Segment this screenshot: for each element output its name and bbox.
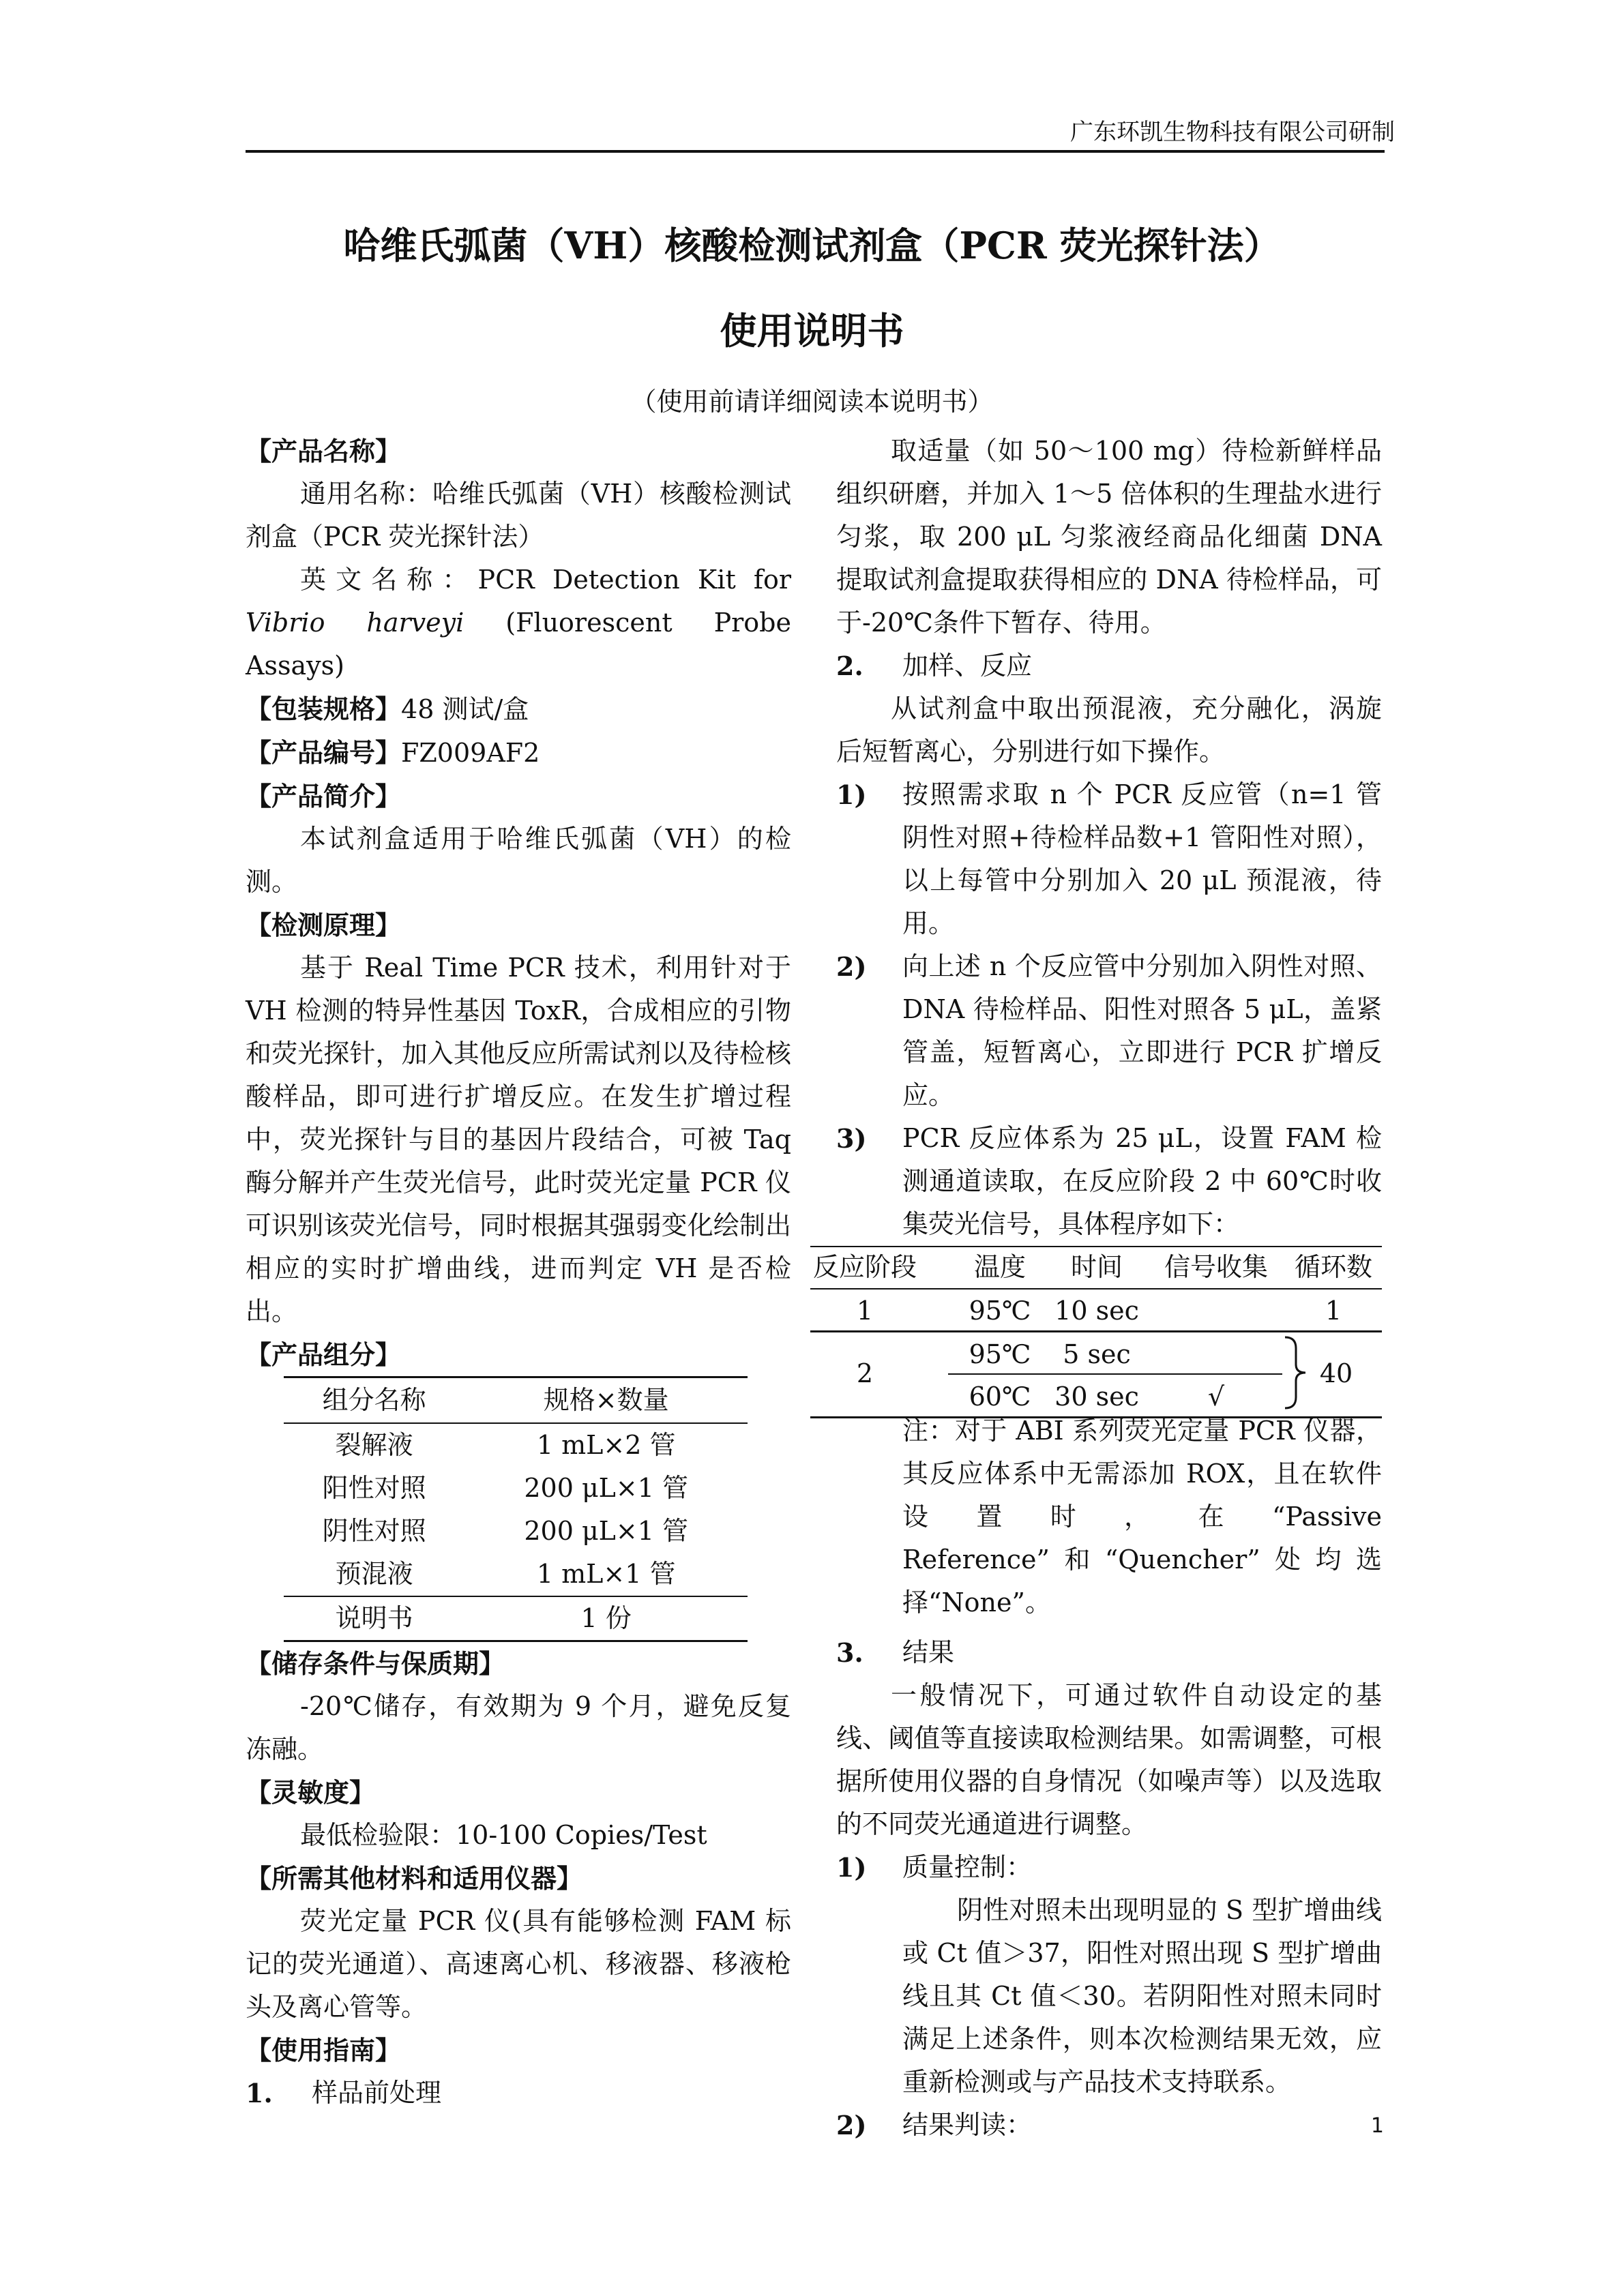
table-row [284, 1510, 748, 1553]
step-number: 2. [836, 651, 863, 681]
prog-cell: 60℃ [969, 1382, 1031, 1412]
quality-control-text: 阴性对照未出现明显的 S 型扩增曲线或 Ct 值＞37，阳性对照出现 S 型扩增曲线且其 Ct 值＜30。若阴阳性对照未同时满足上述条件，则本次检测结果无效，应重新检测或与产品技术支持联系。 [902, 1895, 1382, 2097]
section-heading-equipment: 【所需其他材料和适用仪器】 [246, 1863, 583, 1894]
step-title: 结果 [902, 1637, 955, 1667]
table-rule [810, 1416, 1382, 1418]
item-text: 按照需求取 n 个 PCR 反应管（n=1 管阴性对照+待检样品数+1 管阳性对照），以上每管中分别加入 20 μL 预混液，待用。 [902, 779, 1382, 938]
result-interpretation [836, 2104, 1382, 2147]
quality-control [836, 1846, 1382, 1889]
comp-cell: 200 μL×1 管 [524, 1516, 688, 1546]
pack-heading: 【包装规格】 [246, 694, 402, 724]
item-title: 质量控制： [902, 1852, 1033, 1882]
brace-icon [1281, 1335, 1308, 1411]
list-item [836, 1117, 1382, 1246]
table-rule [810, 1330, 1382, 1332]
comp-header-spec: 规格×数量 [464, 1377, 748, 1424]
comp-cell: 1 mL×2 管 [536, 1430, 676, 1460]
prog-header: 时间 [1070, 1252, 1123, 1282]
right-column [812, 430, 1382, 2147]
table-row [284, 1596, 748, 1641]
section-heading-principle: 【检测原理】 [246, 910, 402, 940]
prog-cell: 2 [856, 1358, 874, 1388]
prog-cell: 5 sec [1063, 1339, 1131, 1369]
step-2 [836, 644, 1382, 687]
comp-cell: 200 μL×1 管 [524, 1473, 688, 1503]
item-number: 2) [836, 951, 867, 982]
header-company: 广东环凯生物科技有限公司研制 [1070, 119, 1395, 146]
section-heading-components: 【产品组分】 [246, 1339, 402, 1370]
components-table [284, 1376, 748, 1642]
header-rule [246, 150, 1385, 153]
step-2-intro: 从试剂盒中取出预混液，充分融化，涡旋后短暂离心，分别进行如下操作。 [836, 694, 1382, 766]
prog-cell: 1 [1325, 1296, 1342, 1326]
step-3 [836, 1631, 1382, 1674]
abi-note: 注：对于 ABI 系列荧光定量 PCR 仪器，其反应体系中无需添加 ROX，且在软件设置时，在“Passive Reference”和“Quencher”处均选择“None”。 [902, 1416, 1382, 1617]
comp-cell: 阴性对照 [322, 1516, 426, 1546]
prog-cell: 1 [856, 1296, 874, 1326]
section-heading-intro: 【产品简介】 [246, 781, 402, 811]
result-text: 一般情况下，可通过软件自动设定的基线、阈值等直接读取检测结果。如需调整，可根据所使用仪器的自身情况（如噪声等）以及选取的不同荧光通道进行调整。 [836, 1680, 1382, 1839]
step-title: 样品前处理 [312, 2078, 442, 2108]
section-heading-name: 【产品名称】 [246, 436, 402, 466]
prog-header: 温度 [973, 1252, 1026, 1282]
item-text: 向上述 n 个反应管中分别加入阴性对照、DNA 待检样品、阳性对照各 5 μL，盖紧管盖，短暂离心，立即进行 PCR 扩增反应。 [902, 951, 1382, 1110]
item-number: 1) [836, 1852, 867, 1883]
page-number: 1 [1370, 2114, 1384, 2138]
prog-header: 信号收集 [1164, 1252, 1268, 1282]
english-name [246, 558, 791, 687]
english-name-pre: 英文名称：PCR Detection Kit for [300, 565, 791, 595]
storage-text: -20℃储存，有效期为 9 个月，避免反复冻融。 [246, 1691, 791, 1764]
table-row [284, 1553, 748, 1596]
product-code [246, 731, 791, 775]
intro-text: 本试剂盒适用于哈维氏弧菌（VH）的检测。 [246, 824, 791, 897]
section-heading-storage: 【储存条件与保质期】 [246, 1648, 505, 1679]
principle-text: 基于 Real Time PCR 技术，利用针对于 VH 检测的特异性基因 ToxR，合成相应的引物和荧光探针，加入其他反应所需试剂以及待检核酸样品，即可进行扩增反应。在发生扩增过程中，荧光探针与目的基因片段结合，可被 Taq 酶分解并产生荧光信号，此时荧光定量 PCR 仪可识别该荧光信号，同时根据其强弱变化绘制出相应的实时扩增曲线，进而判定 VH 是否检出。 [246, 953, 791, 1326]
pack-spec [246, 687, 791, 731]
english-name-post: (Fluorescent Probe Assays) [246, 608, 791, 681]
step-title: 加样、反应 [902, 651, 1033, 681]
table-row [284, 1423, 748, 1467]
table-row [284, 1467, 748, 1510]
pcr-program-table [810, 1246, 1382, 1410]
code-heading: 【产品编号】 [246, 737, 402, 768]
doc-title-2: 使用说明书 [720, 309, 904, 353]
step-number: 1. [246, 2078, 273, 2108]
sensitivity-text: 最低检验限：10-100 Copies/Test [300, 1820, 707, 1850]
step-number: 3. [836, 1637, 863, 1668]
item-number: 3) [836, 1123, 867, 1154]
prog-header: 循环数 [1294, 1252, 1372, 1282]
item-title: 结果判读： [902, 2110, 1033, 2140]
prog-cell: 40 [1319, 1358, 1353, 1388]
table-rule [948, 1373, 1282, 1375]
prog-cell: 30 sec [1054, 1382, 1139, 1412]
section-heading-sensitivity: 【灵敏度】 [246, 1777, 376, 1808]
pack-value: 48 测试/盒 [401, 694, 529, 724]
prog-cell: 95℃ [969, 1339, 1031, 1369]
prog-cell: 10 sec [1054, 1296, 1139, 1326]
doc-subtitle: （使用前请详细阅读本说明书） [630, 387, 994, 417]
comp-cell: 1 份 [464, 1596, 748, 1641]
doc-title: 哈维氏弧菌（VH）核酸检测试剂盒（PCR 荧光探针法） [343, 224, 1281, 267]
comp-header-name: 组分名称 [284, 1377, 464, 1424]
left-column [246, 430, 791, 2115]
english-name-italic: Vibrio harveyi [246, 608, 464, 638]
comp-cell: 1 mL×1 管 [536, 1559, 676, 1589]
item-text: PCR 反应体系为 25 μL，设置 FAM 检测通道读取，在反应阶段 2 中 60℃时收集荧光信号，具体程序如下： [902, 1123, 1382, 1239]
list-item [836, 773, 1382, 945]
list-item [836, 945, 1382, 1117]
comp-cell: 阳性对照 [322, 1473, 426, 1503]
equipment-text: 荧光定量 PCR 仪(具有能够检测 FAM 标记的荧光通道）、高速离心机、移液器、移液枪头及离心管等。 [246, 1906, 791, 2022]
section-heading-guide: 【使用指南】 [246, 2035, 402, 2066]
prog-cell: √ [1207, 1382, 1225, 1412]
item-number: 2) [836, 2110, 867, 2141]
sample-prep-text: 取适量（如 50～100 mg）待检新鲜样品组织研磨，并加入 1～5 倍体积的生理盐水进行匀浆，取 200 μL 匀浆液经商品化细菌 DNA 提取试剂盒提取获得相应的 DNA 待检样品，可于-20℃条件下暂存、待用。 [836, 436, 1382, 638]
prog-cell: 95℃ [969, 1296, 1031, 1326]
comp-cell: 说明书 [284, 1596, 464, 1641]
item-number: 1) [836, 779, 867, 810]
code-value: FZ009AF2 [401, 738, 540, 768]
step-1 [246, 2072, 791, 2115]
comp-cell: 裂解液 [335, 1430, 413, 1460]
comp-cell: 预混液 [335, 1559, 413, 1589]
prog-header: 反应阶段 [812, 1252, 917, 1282]
generic-name: 通用名称：哈维氏弧菌（VH）核酸检测试剂盒（PCR 荧光探针法） [246, 479, 791, 552]
